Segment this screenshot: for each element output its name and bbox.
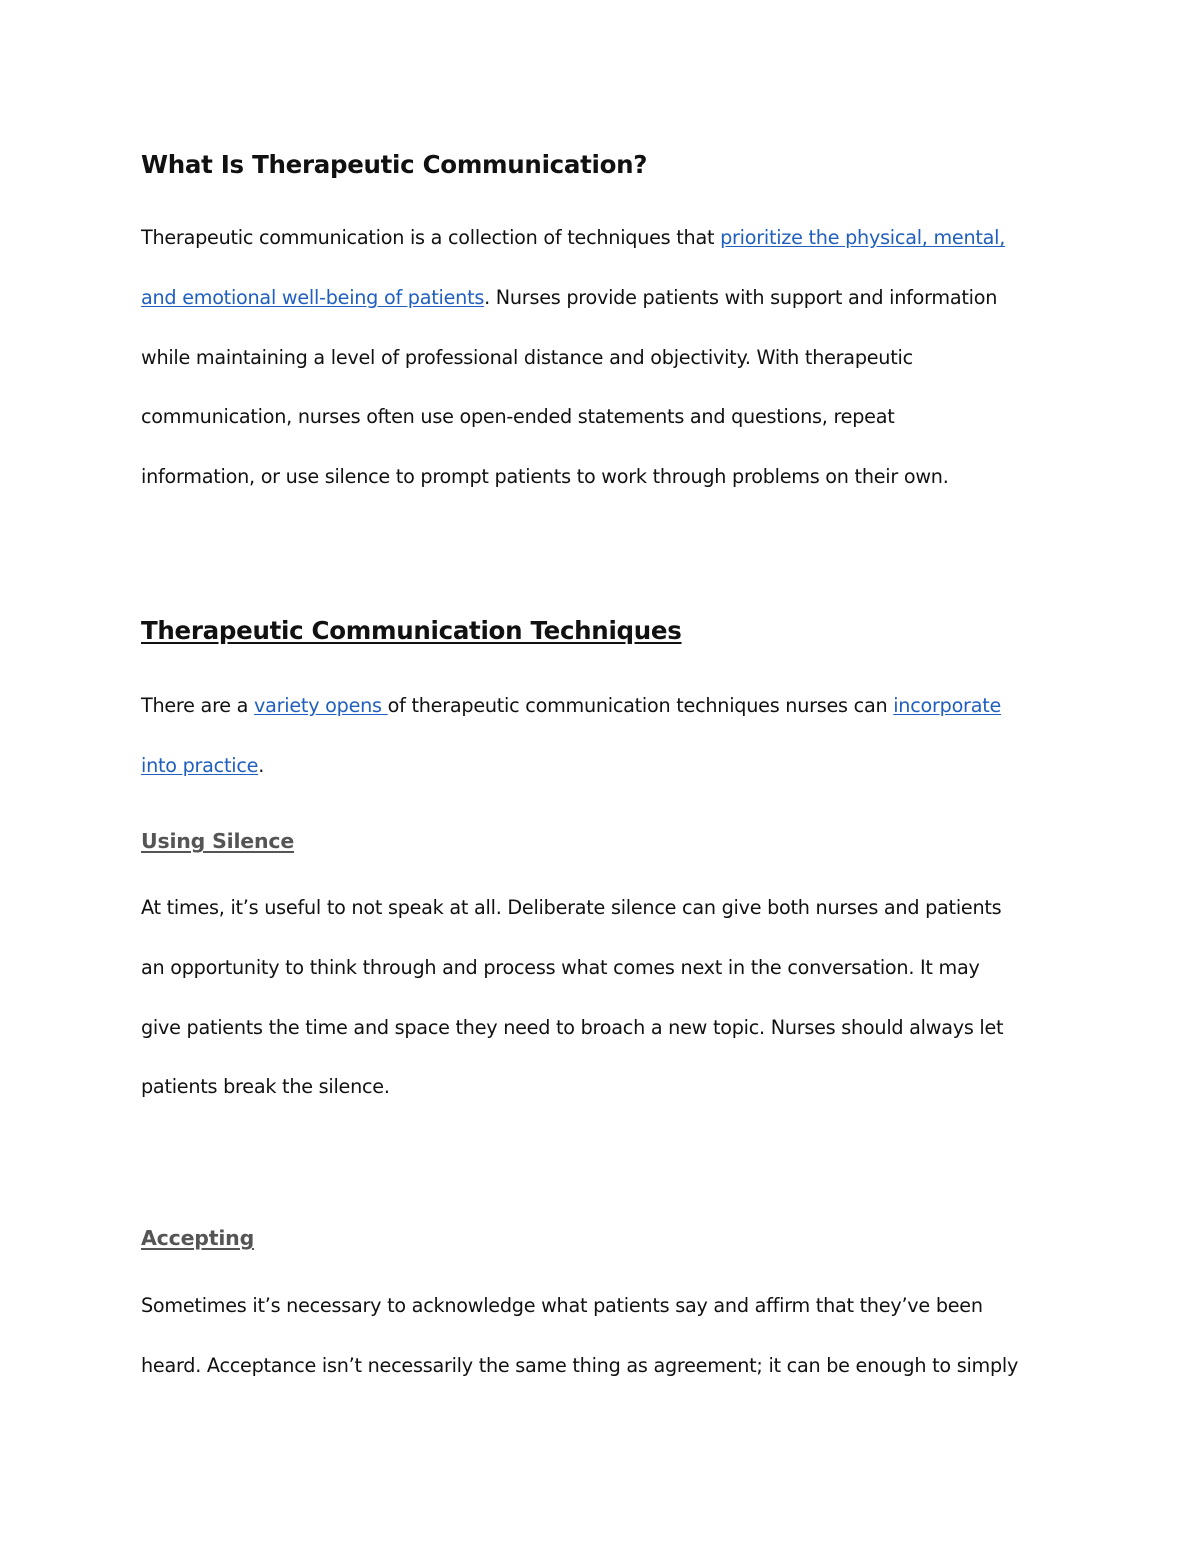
- text-run: Therapeutic communication is a collection of techniques that: [141, 226, 721, 249]
- paragraph-line: [141, 676, 1066, 736]
- paragraph-line: At times, it’s useful to not speak at all. Deliberate silence can give both nurses and patients: [141, 896, 1002, 919]
- paragraph-line: Sometimes it’s necessary to acknowledge what patients say and affirm that they’ve been: [141, 1294, 983, 1317]
- text-run: There are a: [141, 694, 255, 717]
- paragraph-line: patients break the silence.: [141, 1075, 390, 1099]
- link-prioritize-wellbeing-part2[interactable]: and emotional well-being of patients: [141, 285, 485, 309]
- subheading-accepting: Accepting: [141, 1226, 255, 1250]
- paragraph-line: [141, 208, 1066, 268]
- link-variety-opens[interactable]: variety opens: [254, 694, 388, 717]
- paragraph-line: heard. Acceptance isn’t necessarily the same thing as agreement; it can be enough to simply: [141, 1353, 1019, 1377]
- paragraph-line: give patients the time and space they need to broach a new topic. Nurses should always let: [141, 1015, 1004, 1039]
- link-prioritize-wellbeing-part1[interactable]: prioritize the physical, mental,: [720, 226, 1006, 249]
- link-incorporate-into-practice-part2[interactable]: into practice: [141, 753, 259, 777]
- paragraph-line: an opportunity to think through and process what comes next in the conversation. It may: [141, 955, 980, 979]
- heading-what-is-therapeutic-communication: What Is Therapeutic Communication?: [141, 150, 648, 179]
- paragraph-using-silence: [141, 878, 1066, 1117]
- paragraph-accepting: [141, 1276, 1066, 1396]
- text-run: of therapeutic communication techniques nurses can: [387, 694, 894, 717]
- paragraph-line: [141, 268, 1066, 328]
- paragraph-definition: [141, 208, 1066, 507]
- text-run: . Nurses provide patients with support and information: [484, 285, 998, 309]
- link-incorporate-into-practice-part1[interactable]: incorporate: [893, 694, 1002, 717]
- paragraph-techniques-intro: [141, 676, 1066, 796]
- paragraph-line: information, or use silence to prompt patients to work through problems on their own.: [141, 465, 949, 489]
- subheading-using-silence: Using Silence: [141, 829, 295, 853]
- heading-therapeutic-communication-techniques: Therapeutic Communication Techniques: [141, 616, 682, 645]
- paragraph-line: while maintaining a level of professional distance and objectivity. With therapeutic: [141, 345, 913, 369]
- paragraph-line: [141, 736, 1066, 796]
- text-run: .: [258, 753, 265, 777]
- paragraph-line: communication, nurses often use open-ended statements and questions, repeat: [141, 405, 895, 429]
- document-page: [141, 0, 1066, 1553]
